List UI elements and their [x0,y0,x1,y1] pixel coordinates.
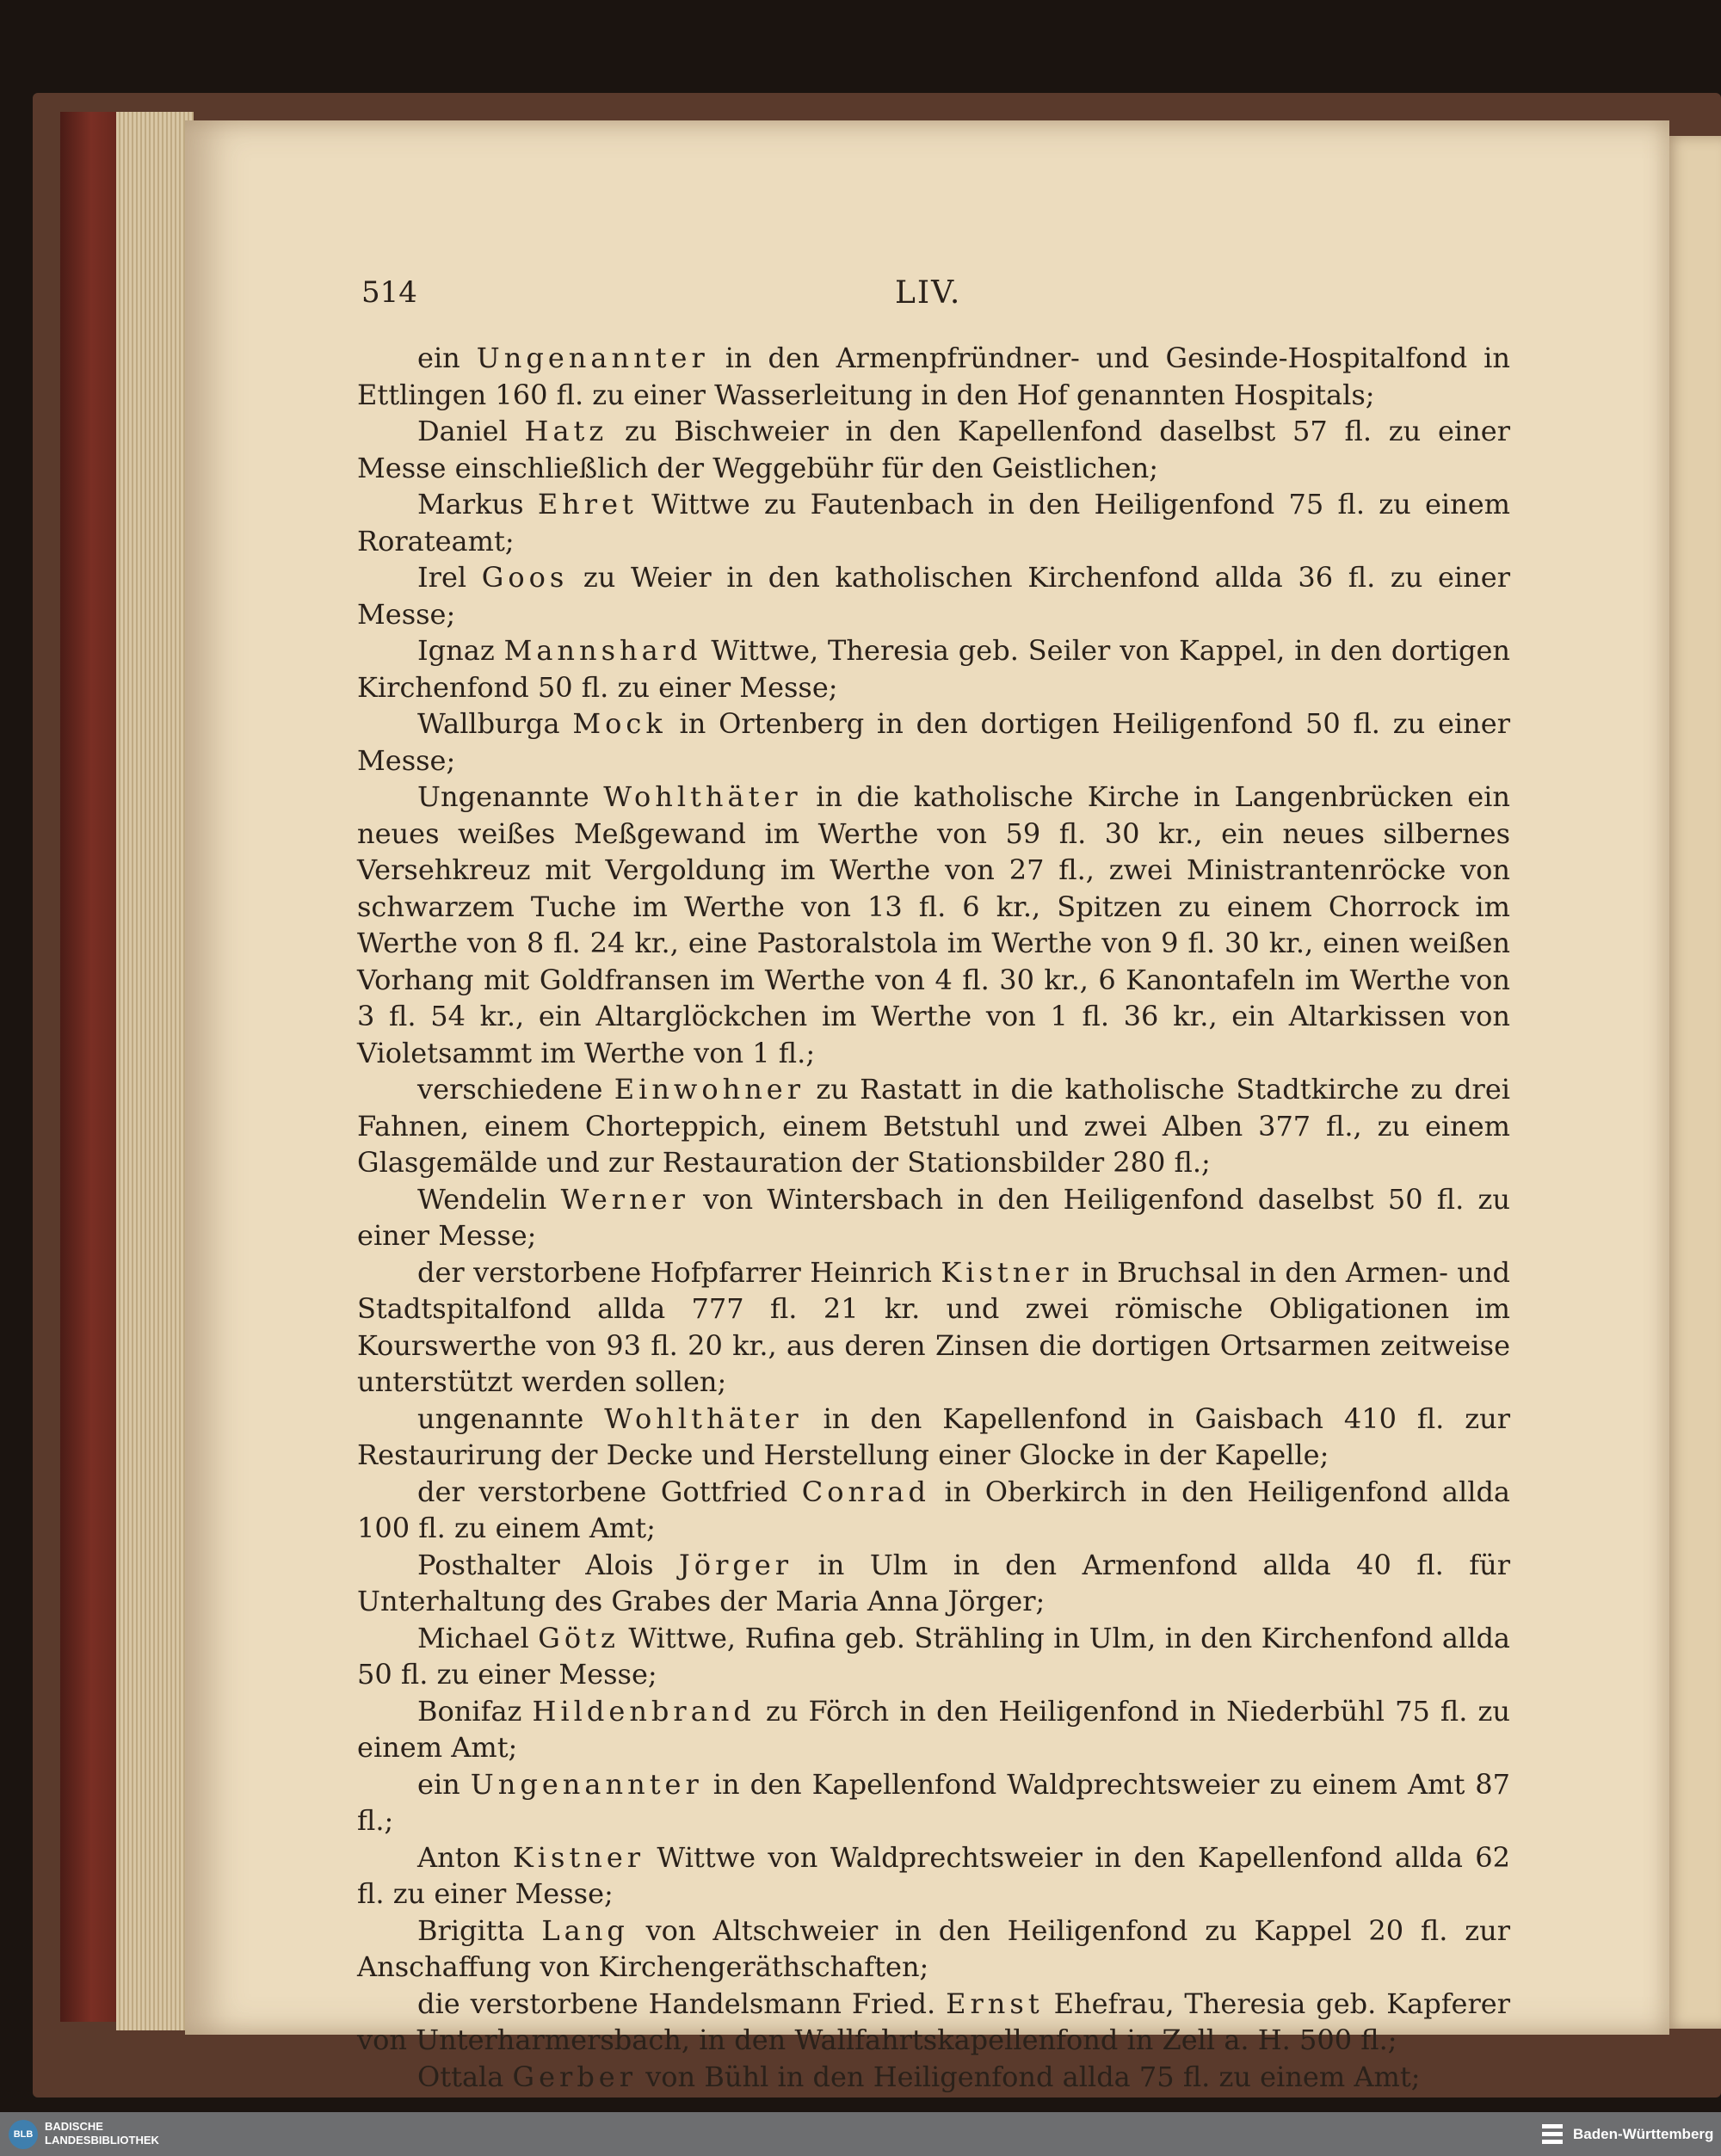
text-run: ein [417,342,477,374]
text-run: Wittwe, Rufina geb. Strähling in Ulm, in den Kirchenfond allda 50 fl. zu einer Messe; [357,1621,1511,1691]
text-run: ungenannte [417,1401,605,1435]
entry-paragraph [357,1839,1510,1913]
text-run: der verstorbene Gottfried [417,1475,802,1508]
entry-paragraph [357,1401,1510,1474]
spaced-name: Lang [541,1913,629,1947]
library-name-line1: BADISCHE [45,2120,103,2133]
text-run: von Wintersbach in den Heiligenfond daselbst 50 fl. zu einer Messe; [357,1182,1511,1252]
spaced-name: Ungenannter [476,342,709,374]
spaced-name: Kistner [941,1255,1073,1289]
page-edges [116,112,194,2030]
text-run: Wittwe von Waldprechtsweier in den Kapellenfond allda 62 fl. zu einer Messe; [357,1840,1511,1910]
spaced-name: Mannshard [503,634,702,667]
text-run: in Ortenberg in den dortigen Heiligenfond 50 fl. zu einer Messe; [357,707,1511,777]
text-run: Wendelin [417,1182,561,1216]
spaced-name: Wohlthäter [604,1401,803,1435]
text-run: von Bühl in den Heiligenfond allda 75 fl. zu einem Amt; [637,2060,1421,2093]
entry-paragraph [357,1071,1510,1181]
text-run: Markus [417,488,538,521]
spaced-name: Conrad [801,1475,930,1508]
entry-paragraph [357,413,1510,486]
text-run: zu Weier in den katholischen Kirchenfond allda 36 fl. zu einer Messe; [357,561,1511,631]
spaced-name: Mock [572,707,667,740]
spaced-name: Ernst [946,1987,1044,2020]
text-run: in Oberkirch in den Heiligenfond allda 100 fl. zu einem Amt; [357,1475,1511,1544]
entry-paragraph [357,340,1510,413]
text-run: in den Kapellenfond Waldprechtsweier zu einem Amt 87 fl.; [357,1767,1511,1837]
entry-paragraph [357,1547,1510,1620]
text-run: Brigitta [417,1913,542,1947]
text-run: Anton [417,1840,513,1874]
text-run: in die katholische Kirche in Langenbrücken ein neues weißes Meßgewand im Werthe von 59 fl. 30 kr., ein neues silbernes Versehkreuz mit Vergoldung im Werthe von 27 fl., zwei Ministrantenröcke von schwarzem Tuche im Werthe von 13 fl. 6 kr., Spitzen zu einem Chorrock im Werthe von 8 fl. 24 kr., eine Pastoralstola im Werthe von 9 fl. 30 kr., einen weißen Vorhang mit Goldfransen im Werthe von 4 fl. 30 kr., 6 Kanontafeln im Werthe von 3 fl. 54 kr., ein Altarglöckchen im Werthe von 1 fl. 36 kr., ein Altarkissen von Violetsammt im Werthe von 1 fl.; [357,780,1511,1069]
entry-paragraph [357,1766,1510,1839]
text-run: zu Bischweier in den Kapellenfond daselbst 57 fl. zu einer Messe einschließlich der Weggebühr für den Geistlichen; [357,415,1511,484]
page-header: LIV. [895,275,962,311]
spaced-name: Einwohner [614,1073,805,1106]
facing-page-edge [1662,136,1721,2029]
text-run: Daniel [417,415,525,447]
spaced-name: Hildenbrand [532,1694,756,1728]
text-run: Wittwe, Theresia geb. Seiler von Kappel, in den dortigen Kirchenfond 50 fl. zu einer Messe; [357,634,1511,704]
text-run: Irel [417,561,482,594]
footer-bar [0,2112,1721,2156]
text-run: zu Rastatt in die katholische Stadtkirche zu drei Fahnen, einem Chorteppich, einem Betstuhl und zwei Alben 377 fl., zu einem Glasgemälde und zur Restauration der Stationsbilder 280 fl.; [357,1073,1511,1179]
page-body-text [357,340,1510,2095]
spaced-name: Hatz [524,415,608,447]
spaced-name: Kistner [512,1840,645,1874]
state-name[interactable]: Baden-Württemberg [1573,2126,1714,2142]
state-crest-icon [1540,2121,1564,2148]
text-run: Wittwe zu Fautenbach in den Heiligenfond 75 fl. zu einem Rorateamt; [357,488,1511,557]
spaced-name: Goos [481,561,569,594]
text-run: von Altschweier in den Heiligenfond zu Kappel 20 fl. zur Anschaffung von Kirchengeräthschaften; [357,1913,1511,1983]
spaced-name: Werner [560,1182,689,1216]
spaced-name: Gerber [512,2060,638,2093]
entry-paragraph [357,1986,1510,2059]
entry-paragraph [357,1913,1510,1986]
entry-paragraph [357,632,1510,705]
text-run: verschiedene [417,1073,614,1106]
spaced-name: Ehret [537,488,638,521]
text-run: in den Kapellenfond in Gaisbach 410 fl. zur Restaurirung der Decke und Herstellung einer Glocke in der Kapelle; [357,1401,1511,1471]
text-run: in Ulm in den Armenfond allda 40 fl. für Unterhaltung des Grabes der Maria Anna Jörger; [357,1548,1511,1617]
blb-logo-icon[interactable]: BLB [9,2120,38,2149]
text-run: die verstorbene Handelsmann Fried. [417,1987,947,2020]
entry-paragraph [357,1254,1510,1401]
spaced-name: Ungenannter [470,1767,703,1801]
page-number: 514 [361,275,417,310]
spaced-name: Wohlthäter [603,780,802,813]
entry-paragraph [357,1474,1510,1547]
text-run: in den Armenpfründner- und Gesinde-Hospitalfond in Ettlingen 160 fl. zu einer Wasserleitung in den Hof genannten Hospitals; [357,342,1511,411]
text-run: in Bruchsal in den Armen- und Stadtspitalfond allda 777 fl. 21 kr. und zwei römische Obligationen im Kourswerthe von 93 fl. 20 kr., aus deren Zinsen die dortigen Ortsarmen zeitweise unterstützt werden sollen; [357,1255,1510,1398]
text-run: zu Förch in den Heiligenfond in Niederbühl 75 fl. zu einem Amt; [357,1694,1511,1764]
text-run: Ignaz [417,634,504,667]
entry-paragraph [357,559,1510,632]
text-run: der verstorbene Hofpfarrer Heinrich [417,1255,941,1289]
spaced-name: Jörger [678,1548,793,1581]
entry-paragraph [357,2059,1510,2096]
text-run: Posthalter Alois [417,1548,679,1581]
entry-paragraph [357,1181,1510,1254]
spaced-name: Götz [538,1621,620,1654]
text-run: Michael [417,1621,539,1654]
library-name-line2: LANDESBIBLIOTHEK [45,2134,159,2147]
text-run: ein [417,1767,471,1801]
text-run: Bonifaz [417,1694,533,1728]
text-run: Ottala [417,2060,513,2093]
entry-paragraph [357,705,1510,779]
text-run: Wallburga [417,707,573,740]
entry-paragraph [357,1693,1510,1766]
entry-paragraph [357,779,1510,1071]
text-run: Ungenannte [417,780,604,813]
library-name[interactable] [45,2120,159,2147]
text-run: Ehefrau, Theresia geb. Kapferer von Unterharmersbach, in den Wallfahrtskapellenfond in Zell a. H. 500 fl.; [357,1987,1510,2056]
entry-paragraph [357,1620,1510,1693]
entry-paragraph [357,486,1510,559]
